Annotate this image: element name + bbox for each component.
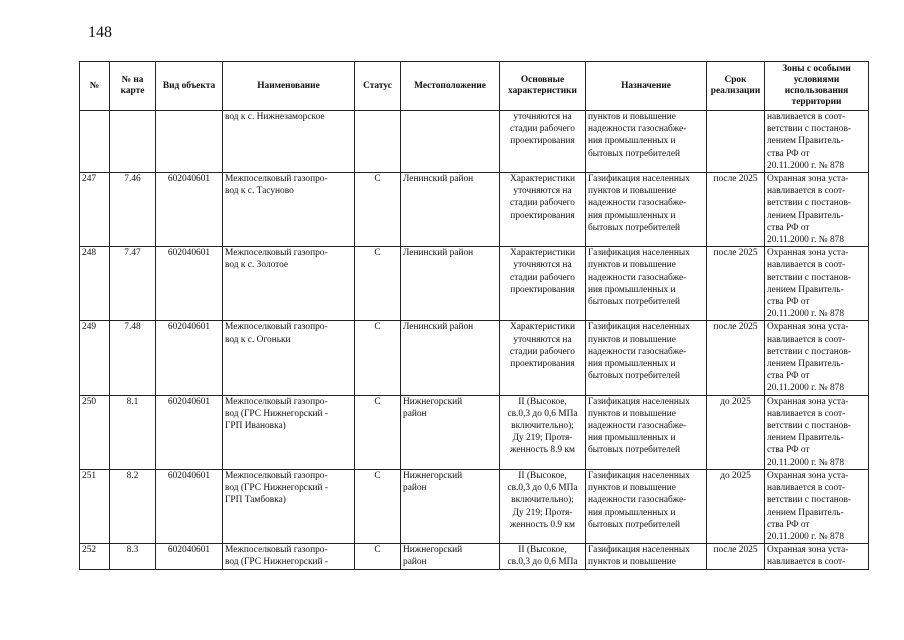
cell-purpose-line: надежности газоснабже- [588, 272, 687, 283]
cell-purpose-line: ния промышленных и [588, 136, 676, 147]
cell-characteristics-line: св.0,3 до 0,6 МПа [507, 483, 578, 494]
cell-zones-line: ветствии с постанов- [767, 198, 852, 209]
cell-purpose [586, 173, 707, 247]
cell-map-number: 7.48 [110, 321, 156, 395]
cell-name-line: вод к с. Тасуново [225, 186, 294, 197]
cell-characteristics-line: женность 0.9 км [510, 519, 575, 530]
cell-zones-line: лением Правитель- [767, 433, 844, 444]
cell-object-type: 602040601 [156, 395, 223, 469]
cell-name [223, 395, 355, 469]
cell-location-line: район [403, 557, 427, 568]
cell-purpose [586, 247, 707, 321]
cell-location [401, 544, 500, 569]
cell-name-line: Межпоселковый газопро- [225, 174, 328, 185]
cell-purpose [586, 469, 707, 543]
cell-zones-line: навливается в соот- [767, 334, 846, 345]
cell-location-line: район [403, 483, 427, 494]
cell-name [223, 469, 355, 543]
cell-purpose-line: Газификация населенных [588, 322, 690, 333]
cell-purpose-line: бытовых потребителей [588, 297, 681, 308]
cell-zones-line: лением Правитель- [767, 507, 844, 518]
cell-zones-line: лением Правитель- [767, 210, 844, 221]
cell-characteristics-line: стадии рабочего [510, 124, 575, 135]
cell-purpose-line: бытовых потребителей [588, 371, 681, 382]
cell-purpose-line: бытовых потребителей [588, 445, 681, 456]
cell-object-type: 602040601 [156, 247, 223, 321]
header-location: Местоположение [401, 62, 500, 111]
cell-characteristics-line: Характеристики [509, 248, 576, 259]
cell-name [223, 111, 355, 173]
table-row [80, 111, 869, 173]
cell-name-line: вод к с. Золотое [225, 260, 289, 271]
cell-characteristics-line: уточняются на [513, 260, 572, 271]
cell-location [401, 111, 500, 173]
cell-zones-line: Охранная зона уста- [767, 322, 849, 333]
cell-characteristics-line: включительно); [511, 421, 574, 432]
cell-map-number: 7.46 [110, 173, 156, 247]
cell-purpose-line: пунктов и повышение [588, 408, 676, 419]
cell-purpose-line: пунктов и повышение [588, 557, 676, 568]
header-object-type: Вид объекта [156, 62, 223, 111]
cell-status [355, 111, 401, 173]
cell-status: С [355, 173, 401, 247]
cell-zones-line: навливается в соот- [767, 408, 846, 419]
cell-number: 250 [80, 395, 110, 469]
cell-object-type [156, 111, 223, 173]
cell-zones-line: ветствии с постанов- [767, 495, 852, 506]
cell-location-line: Ленинский район [403, 174, 474, 185]
cell-name-line: вод (ГРС Нижнегорский - [225, 483, 329, 494]
cell-object-type: 602040601 [156, 544, 223, 569]
cell-characteristics-line: стадии рабочего [510, 346, 575, 357]
cell-location-line: Нижнегорский [403, 470, 463, 481]
cell-term: до 2025 [707, 395, 765, 469]
cell-number: 249 [80, 321, 110, 395]
cell-characteristics-line: II (Высокое, [518, 545, 567, 556]
cell-zones-line: Охранная зона уста- [767, 470, 849, 481]
cell-location [401, 321, 500, 395]
cell-name [223, 321, 355, 395]
cell-zones [765, 469, 869, 543]
cell-zones-line: ветствии с постанов- [767, 421, 852, 432]
cell-map-number: 8.1 [110, 395, 156, 469]
cell-number: 248 [80, 247, 110, 321]
cell-purpose-line: пунктов и повышение [588, 334, 676, 345]
cell-zones [765, 544, 869, 569]
cell-characteristics [500, 173, 586, 247]
cell-characteristics-line: проектирования [510, 284, 575, 295]
page-number: 148 [88, 24, 112, 41]
header-characteristics: Основные характеристики [500, 62, 586, 111]
cell-zones-line: лением Правитель- [767, 359, 844, 370]
cell-zones-line: ства РФ от [767, 371, 810, 382]
header-number: № [80, 62, 110, 111]
cell-characteristics [500, 544, 586, 569]
cell-object-type: 602040601 [156, 469, 223, 543]
cell-zones-line: ветствии с постанов- [767, 272, 852, 283]
cell-characteristics-line: Ду 219; Протя- [512, 433, 573, 444]
cell-name [223, 173, 355, 247]
cell-name-line: вод (ГРС Нижнегорский - [225, 557, 329, 568]
cell-purpose-line: надежности газоснабже- [588, 421, 687, 432]
cell-purpose-line: пунктов и повышение [588, 112, 676, 122]
cell-status: С [355, 247, 401, 321]
cell-purpose [586, 321, 707, 395]
cell-purpose-line: бытовых потребителей [588, 148, 681, 159]
cell-number: 247 [80, 173, 110, 247]
cell-characteristics-line: включительно); [511, 495, 574, 506]
cell-zones-line: навливается в соот- [767, 112, 846, 122]
cell-zones [765, 173, 869, 247]
cell-characteristics-line: Характеристики [509, 322, 576, 333]
cell-characteristics-line: проектирования [510, 210, 575, 221]
cell-purpose-line: Газификация населенных [588, 545, 690, 556]
cell-zones-line: ства РФ от [767, 519, 810, 530]
cell-zones-line: ства РФ от [767, 297, 810, 308]
cell-characteristics [500, 111, 586, 173]
cell-purpose [586, 111, 707, 173]
cell-status: С [355, 321, 401, 395]
cell-name-line: Межпоселковый газопро- [225, 322, 328, 333]
cell-map-number: 7.47 [110, 247, 156, 321]
cell-zones-line: навливается в соот- [767, 260, 846, 271]
cell-purpose-line: ния промышленных и [588, 210, 676, 221]
cell-number: 251 [80, 469, 110, 543]
cell-zones-line: навливается в соот- [767, 557, 846, 568]
cell-purpose-line: ния промышленных и [588, 507, 676, 518]
cell-object-type: 602040601 [156, 173, 223, 247]
cell-number [80, 111, 110, 173]
cell-location-line: Ленинский район [403, 248, 474, 259]
cell-characteristics-line: женность 8.9 км [510, 445, 575, 456]
cell-status: С [355, 395, 401, 469]
cell-map-number [110, 111, 156, 173]
cell-zones-line: Охранная зона уста- [767, 396, 849, 407]
cell-zones-line: ветствии с постанов- [767, 346, 852, 357]
cell-location [401, 173, 500, 247]
cell-zones [765, 247, 869, 321]
cell-zones-line: Охранная зона уста- [767, 174, 849, 185]
cell-characteristics-line: св.0,3 до 0,6 МПа [507, 557, 578, 568]
cell-characteristics [500, 395, 586, 469]
cell-purpose-line: бытовых потребителей [588, 222, 681, 233]
cell-name-line: ГРП Ивановка) [225, 421, 286, 432]
cell-purpose [586, 395, 707, 469]
cell-characteristics-line: проектирования [510, 136, 575, 147]
cell-characteristics-line: II (Высокое, [518, 396, 567, 407]
cell-location-line: Нижнегорский [403, 396, 463, 407]
cell-zones-line: лением Правитель- [767, 284, 844, 295]
objects-table [79, 61, 869, 570]
cell-purpose-line: Газификация населенных [588, 396, 690, 407]
cell-name-line: Межпоселковый газопро- [225, 545, 328, 556]
cell-characteristics [500, 321, 586, 395]
cell-name-line: вод к с. Огоньки [225, 334, 291, 345]
cell-zones-line: ства РФ от [767, 445, 810, 456]
cell-name-line: Межпоселковый газопро- [225, 396, 328, 407]
cell-map-number: 8.2 [110, 469, 156, 543]
cell-location [401, 395, 500, 469]
cell-term [707, 111, 765, 173]
cell-term: после 2025 [707, 173, 765, 247]
cell-name [223, 247, 355, 321]
cell-location-line: Ленинский район [403, 322, 474, 333]
cell-zones-line: 20.11.2000 г. № 878 [767, 160, 845, 171]
cell-location-line: район [403, 408, 427, 419]
cell-map-number: 8.3 [110, 544, 156, 569]
cell-term: после 2025 [707, 544, 765, 569]
cell-purpose-line: ния промышленных и [588, 359, 676, 370]
cell-location-line: Нижнегорский [403, 545, 463, 556]
cell-zones [765, 321, 869, 395]
cell-zones-line: навливается в соот- [767, 483, 846, 494]
cell-zones-line: навливается в соот- [767, 186, 846, 197]
cell-purpose-line: Газификация населенных [588, 174, 690, 185]
header-map-number: № на карте [110, 62, 156, 111]
cell-purpose-line: надежности газоснабже- [588, 495, 687, 506]
cell-purpose-line: надежности газоснабже- [588, 346, 687, 357]
table-row [80, 321, 869, 395]
header-purpose: Назначение [586, 62, 707, 111]
cell-name-line: ГРП Тамбовка) [225, 495, 286, 506]
cell-purpose-line: пунктов и повышение [588, 186, 676, 197]
cell-zones-line: 20.11.2000 г. № 878 [767, 457, 845, 468]
cell-characteristics-line: стадии рабочего [510, 272, 575, 283]
cell-name-line: вод к с. Нижнезаморское [225, 112, 325, 122]
cell-characteristics-line: уточняются на [513, 334, 572, 345]
cell-purpose-line: Газификация населенных [588, 248, 690, 259]
cell-name-line: Межпоселковый газопро- [225, 470, 328, 481]
cell-characteristics-line: уточняются на [513, 112, 572, 122]
cell-name [223, 544, 355, 569]
cell-object-type: 602040601 [156, 321, 223, 395]
cell-zones-line: ветствии с постанов- [767, 124, 852, 135]
cell-number: 252 [80, 544, 110, 569]
cell-zones-line: 20.11.2000 г. № 878 [767, 309, 845, 320]
cell-name-line: вод (ГРС Нижнегорский - [225, 408, 329, 419]
cell-zones-line: 20.11.2000 г. № 878 [767, 531, 845, 542]
table-header-row [80, 62, 869, 111]
cell-term: после 2025 [707, 321, 765, 395]
cell-name-line: Межпоселковый газопро- [225, 248, 328, 259]
header-term: Срок реализации [707, 62, 765, 111]
table-row [80, 247, 869, 321]
cell-zones-line: ства РФ от [767, 148, 810, 159]
cell-purpose-line: пунктов и повышение [588, 483, 676, 494]
cell-purpose [586, 544, 707, 569]
cell-zones-line: Охранная зона уста- [767, 248, 849, 259]
header-name: Наименование [223, 62, 355, 111]
cell-characteristics-line: уточняются на [513, 186, 572, 197]
cell-status: С [355, 469, 401, 543]
cell-characteristics [500, 247, 586, 321]
cell-purpose-line: пунктов и повышение [588, 260, 676, 271]
cell-term: до 2025 [707, 469, 765, 543]
cell-characteristics-line: Ду 219; Протя- [512, 507, 573, 518]
cell-zones-line: лением Правитель- [767, 136, 844, 147]
table-row [80, 544, 869, 569]
table-row [80, 173, 869, 247]
cell-purpose-line: ния промышленных и [588, 284, 676, 295]
cell-status: С [355, 544, 401, 569]
cell-characteristics-line: II (Высокое, [518, 470, 567, 481]
cell-purpose-line: надежности газоснабже- [588, 124, 687, 135]
cell-zones [765, 111, 869, 173]
cell-purpose-line: бытовых потребителей [588, 519, 681, 530]
cell-purpose-line: ния промышленных и [588, 433, 676, 444]
cell-zones-line: 20.11.2000 г. № 878 [767, 383, 845, 394]
table-row [80, 469, 869, 543]
cell-characteristics-line: св.0,3 до 0,6 МПа [507, 408, 578, 419]
cell-term: после 2025 [707, 247, 765, 321]
cell-characteristics-line: Характеристики [509, 174, 576, 185]
cell-purpose-line: Газификация населенных [588, 470, 690, 481]
cell-zones-line: ства РФ от [767, 222, 810, 233]
cell-purpose-line: надежности газоснабже- [588, 198, 687, 209]
cell-location [401, 469, 500, 543]
header-status: Статус [355, 62, 401, 111]
cell-characteristics [500, 469, 586, 543]
cell-characteristics-line: стадии рабочего [510, 198, 575, 209]
cell-zones [765, 395, 869, 469]
cell-characteristics-line: проектирования [510, 359, 575, 370]
header-zones: Зоны с особыми условиями использования территории [765, 62, 869, 111]
table-row [80, 395, 869, 469]
cell-zones-line: Охранная зона уста- [767, 545, 849, 556]
cell-location [401, 247, 500, 321]
cell-zones-line: 20.11.2000 г. № 878 [767, 235, 845, 246]
